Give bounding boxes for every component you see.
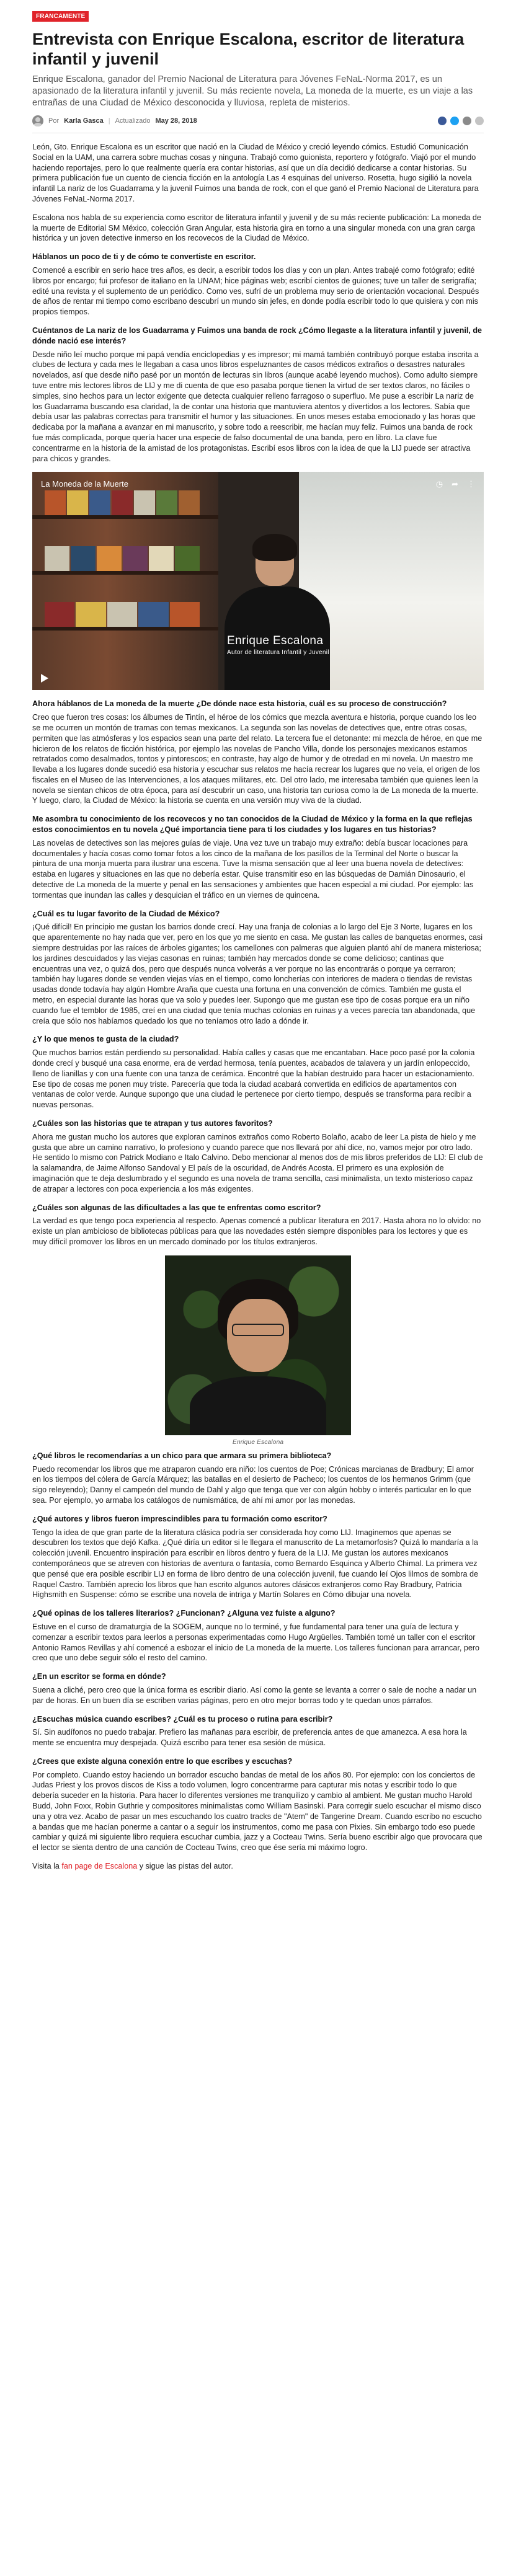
- video-title[interactable]: La Moneda de la Muerte: [41, 479, 128, 489]
- video-caption-role: Autor de literatura Infantil y Juvenil: [227, 649, 329, 657]
- answer-paragraph: Desde niño leí mucho porque mi papá vendía enciclopedias y es impresor; mi mamá también contribuyó porque estaba inscrita a clubes de lectura y cada mes le llegaban a casa unos libros espeluznantes de casos médicos extraños o desastres naturales novelados, así que desde niño pasé por un montón de lecturas sin libros (aunque acabé leyendo muchos). Como adulto siempre tuve entre mis lectores libros de LIJ y me di cuenta de que eso pasaba porque tienen la virtud de ser textos claros, no fáciles o simples, sino hechos para un lector exigente que detecta cualquier relleno farragoso o superfluo. Me puse a escribir La nariz de los Guadarrama buscando esa claridad, la de contar una historia que mantuviera atentos y divertidos a los lectores. Sabía que debía usar las palabras correctas para transmitir el humor y las situaciones. En unos meses estaba emocionado y las horas que dedicaba por la mañana a avanzar en mi manuscrito, y sobre todo a reescribir, me hacían muy feliz. Fuimos una banda de rock fue más complicada, porque quería hacer una especie de falso documental de una banda, pero en libro. La clave fue concentrarme en la historia de la amistad de los protagonistas. Escribí esos libros con la idea de que la LIJ puede ser atractiva para chicos y grandes.: [32, 350, 479, 463]
- article-block-c: [32, 1451, 484, 1853]
- question-paragraph: ¿Cuáles son algunas de las dificultades a las que te enfrentas como escritor?: [32, 1203, 321, 1212]
- play-icon[interactable]: [41, 674, 48, 683]
- publish-date: May 28, 2018: [155, 117, 197, 125]
- author-link[interactable]: Karla Gasca: [64, 117, 104, 125]
- avatar: [32, 115, 43, 126]
- answer-paragraph: Comencé a escribir en serio hace tres años, es decir, a escribir todos los días y con un plan. Antes trabajé como fotógrafo; edité libros por encargo; fui profesor de italiano en la UNAM; hice páginas web; escribí cientos de guiones; tuve un taller de serigrafía; edité una revista y el suplemento de un periódico. Como ves, sufrí de un problema muy serio de orientación vocacional. Después de años de rentar mi tiempo como escribano descubrí un mundo sin jefes, en donde podía escribir todo lo que quisiera y con mis propios tiempos.: [32, 265, 479, 317]
- footer-line: [32, 1861, 484, 1872]
- question-paragraph: Me asombra tu conocimiento de los recovecos y no tan conocidos de la Ciudad de México y la forma en la que reflejas estos conocimientos en tu novela ¿Qué importancia tiene para ti los ciudades y los lugares en tus historias?: [32, 815, 473, 834]
- answer-paragraph: Tengo la idea de que gran parte de la literatura clásica podría ser considerada hoy como LIJ. Imaginemos que apenas se descubren los textos que dejó Kafka. ¿Qué diría un editor si le llegara el manuscrito de La metamorfosis? Quizá lo mandaría a la colección juvenil. Encuentro inspiración para escribir en libros dentro y fuera de la LIJ. Me gustan los autores mexicanos contemporáneos que se atreven con historias de aventura o fantasía, como Bernardo Esquinca y Alberto Chimal. La primera vez que pensé que era posible escribir LIJ en forma de libro dentro de una colección juvenil, fue cuando leí Ojos lilmos de sombra de Raquel Castro. También aprecio los libros que han escrito algunos autores clásicos extranjeros como Ray Bradbury, Patricia Highsmith en Suspense: cómo se escribe una novela de intriga y Martín Solares en Cómo dibujar una novela.: [32, 1528, 478, 1600]
- video-player[interactable]: [32, 472, 484, 690]
- mail-icon[interactable]: [463, 117, 471, 125]
- article-lede: Enrique Escalona, ganador del Premio Nacional de Literatura para Jóvenes FeNaL-Norma 2017, es un apasionado de la literatura infantil y juvenil. Su más reciente novela, La moneda de la muerte, es un viaje a las entrañas de una Ciudad de México desconocida y lluviosa, repleta de misterios.: [32, 74, 473, 108]
- clock-icon[interactable]: ◷: [435, 479, 443, 489]
- video-person: [218, 528, 330, 690]
- byline: [32, 115, 484, 133]
- question-paragraph: Ahora háblanos de La moneda de la muerte ¿De dónde nace esta historia, cuál es su proceso de construcción?: [32, 699, 447, 709]
- footer-prefix: Visita la: [32, 1862, 62, 1871]
- article-block-a: [32, 142, 484, 464]
- question-paragraph: ¿Cuáles son las historias que te atrapan y tus autores favoritos?: [32, 1119, 273, 1128]
- answer-paragraph: Ahora me gustan mucho los autores que exploran caminos extraños como Roberto Bolaño, acabo de leer La pista de hielo y me gusta que abre un camino narrativo, lo profesiono y cuando parece que nos llevará por ahí dice, no, vamos mejor por otro lado. He sentido lo mismo con Patrick Modiano e Italo Calvino. Debo mencionar al menos dos de mis libros preferidos de LIJ: El club de la salamandra, de Jaime Alfonso Sandoval y El país de la oscuridad, de Andrés Acosta. El primero es una explosión de imaginación que te deja deslumbrado y el segundo es una novela de trama sencilla, casi minimalista, un texto misterioso capaz de atrapar a lectores con poca experiencia a los más exigentes.: [32, 1132, 483, 1193]
- question-paragraph: Cuéntanos de La nariz de los Guadarrama y Fuimos una banda de rock ¿Cómo llegaste a la literatura infantil y juvenil, de dónde nació ese interés?: [32, 325, 483, 345]
- author-photo: [165, 1255, 351, 1435]
- question-paragraph: ¿Escuchas música cuando escribes? ¿Cuál es tu proceso o rutina para escribir?: [32, 1714, 333, 1724]
- twitter-icon[interactable]: [450, 117, 459, 125]
- question-paragraph: ¿Cuál es tu lugar favorito de la Ciudad de México?: [32, 909, 220, 918]
- fan-page-link[interactable]: fan page de Escalona: [61, 1862, 138, 1871]
- more-icon[interactable]: ⋮: [467, 479, 475, 489]
- answer-paragraph: Estuve en el curso de dramaturgia de la SOGEM, aunque no lo terminé, y fue fundamental para tener una guía de lectura y comenzar a escribir textos para leerlos a personas experimentadas como Hugo Argüelles. También tomé un taller con el escritor Antonio Ramos Revillas y ahí comencé a esbozar el inicio de La moneda de la muerte. Los talleres funcionan para arrancar, pero creo que uno debe seguir sólo el resto del camino.: [32, 1622, 480, 1663]
- facebook-icon[interactable]: [438, 117, 447, 125]
- video-controls: [436, 479, 475, 489]
- answer-paragraph: Suena a cliché, pero creo que la única forma es escribir diario. Así como la gente se levanta a correr o sale de noche a nadar un par de horas. En un buen día se escriben varias páginas, pero en otro mejor borras todo y te quedan unos párrafos.: [32, 1685, 477, 1705]
- answer-paragraph: Escalona nos habla de su experiencia como escritor de literatura infantil y juvenil y de su más reciente publicación: La moneda de la muerte de Editorial SM México, colección Gran Angular, esta historia gira en torno a una singular moneda con una gran carga histórica y un joven detective inmerso en los recovecos de la Ciudad de México.: [32, 213, 481, 243]
- footer-suffix: y sigue las pistas del autor.: [137, 1862, 233, 1871]
- question-paragraph: ¿Y lo que menos te gusta de la ciudad?: [32, 1035, 179, 1044]
- question-paragraph: ¿Qué opinas de los talleres literarios? ¿Funcionan? ¿Alguna vez fuiste a alguno?: [32, 1609, 336, 1618]
- byline-separator: |: [108, 117, 110, 125]
- share-icon[interactable]: ➦: [452, 479, 458, 489]
- answer-paragraph: León, Gto. Enrique Escalona es un escritor que nació en la Ciudad de México y creció leyendo cómics. Estudió Comunicación Social en la UAM, una carrera sobre muchas cosas y ninguna. Trabajó como guionista, reportero y fotógrafo. Viajó por el mundo haciendo reportajes, pero lo que realmente quería era contar historias, así que un día decidió dedicarse a contar historias. Su primera publicación fue un cuento de ciencia ficción en la antología Las 4 esquinas del universo. Rosetta, hugo sigilió la novela infantil La nariz de los Guadarrama y la juvenil Fuimos una banda de rock, con el que ganó el Premio Nacional de Literatura para Jóvenes FeNaL-Norma 2017.: [32, 143, 479, 203]
- article-block-b: [32, 699, 484, 1247]
- video-bookshelf: [32, 472, 218, 690]
- more-icon[interactable]: [475, 117, 484, 125]
- answer-paragraph: Sí. Sin audífonos no puedo trabajar. Prefiero las mañanas para escribir, de preferencia antes de que amanezca. A esa hora la mente se encuentra muy despejada. Quizá escribo para tener esa sesión de música.: [32, 1728, 467, 1748]
- author-photo-figure: [165, 1255, 351, 1446]
- question-paragraph: ¿Qué autores y libros fueron imprescindibles para tu formación como escritor?: [32, 1514, 327, 1523]
- question-paragraph: ¿En un escritor se forma en dónde?: [32, 1672, 166, 1681]
- share-bar: [438, 117, 484, 125]
- byline-prefix: Por: [48, 117, 60, 125]
- question-paragraph: Háblanos un poco de ti y de cómo te convertiste en escritor.: [32, 252, 256, 262]
- answer-paragraph: ¡Qué difícil! En principio me gustan los barrios donde crecí. Hay una franja de colonias a lo largo del Eje 3 Norte, lugares en los que aparentemente no hay nada que ver, pero en los que yo me siento en casa. Me gustan las calles de banquetas enormes, casi siempre destruidas por las raíces de árboles gigantes; los camellones con palmeras que alguien plantó ahí de manera misteriosa; los jardines descuidados y las viejas casonas en ruinas; también hay mercados donde se come delicioso; cantinas que encuentras una vez, o quizá dos, pero que después nunca volverás a ver porque no las encontrarás o porque ya cerraron; también hay lugares donde se venden viejas vías en el tiempo, como loncherías con interiores de madera o tiendas de revistas usadas donde todavía hay algún Hombre Araña que cuesta una fortuna en una convención de cómics. También me gusta el metro, en especial durante las horas que va solo y puedes leer. Supongo que me gustan ese tipo de cosas porque era un niño cuando fue el temblor de 1985, creí en una ciudad que tenía muchas colonias en ruinas y a veces parecía tan abandonada, que creía que sólo nos habíamos quedado los que no teníamos otro lado a dónde ir.: [32, 923, 483, 1025]
- page-title: Entrevista con Enrique Escalona, escritor de literatura infantil y juvenil: [32, 30, 465, 68]
- answer-paragraph: Las novelas de detectives son las mejores guías de viaje. Una vez tuve un trabajo muy extraño: debía buscar locaciones para documentales y hacía cosas como tomar fotos a los cinco de la mañana de los pasillos de la Terminal del Norte o buscar la pintura de una monja muerta para ilustrar una escena. Tuve la misma sensación que al leer una buena novela de detectives: estaba en lugares y situaciones en las que no debería estar. Quise transmitir eso en las búsquedas de Damián Dinosaurio, el detective de La moneda de la muerte y penal en las sensaciones y ambientes que hacen especial a mi ciudad. Por ejemplo: las tormentas que inundan las calles y desquician el tráfico en un viernes de quincena.: [32, 838, 474, 900]
- question-paragraph: ¿Crees que existe alguna conexión entre lo que escribes y escuchas?: [32, 1756, 293, 1766]
- updated-label: Actualizado: [115, 117, 151, 125]
- section-tag[interactable]: FRANCAMENTE: [32, 11, 89, 22]
- answer-paragraph: Creo que fueron tres cosas: los álbumes de Tintín, el héroe de los cómics que mezcla aventura e historia, porque cuando los leo se me ocurren un montón de tramas con temas mexicanos. La segunda son las novelas de detectives que, entre otras cosas, permiten que las atmósferas y los espacios sean una parte del relato. La tercera fue el detonante: mi mezcla de héroe, en que me hicieron de los relatos de ficción histórica, por ejemplo las novelas de Pancho Villa, donde los personajes mexicanos estamos retratados como desalmados, tontos y pintorescos; en contraste, hay algo de humor y de otredad en mi novela. Un maestro me llevaba a los lugares donde sucedió esa historia y escuchar sus relatos me hacía recrear los lugares que no veía, el origen de los fiscales en el Museo de las Intervenciones, a los ataques militares, etc. Del otro lado, me interesaba también que quienes leen la novela se sientan chicos de otra época, para así descubrir un caso, una historia tan curiosa como la de La moneda de la muerte. Y luego, claro, la Ciudad de México: la historia se cuenta en una versión muy viva de la ciudad.: [32, 713, 483, 805]
- answer-paragraph: Que muchos barrios están perdiendo su personalidad. Había calles y casas que me encantaban. Hace poco pasé por la colonia donde crecí y busqué una casa enorme, era de verdad hermosa, tenía puentes, acabados de talavera y un jardín enlopeccido, lleno de lianillas y con una fuente con una tanza de cerámica. Encontré que la habían destruido para hacer un estacionamiento. Ese tipo de cosas me ponen muy triste. Parecería que toda la ciudad acabará convertida en edificios de apartamentos con ventanas de color verde. Aunque supongo que una ciudad le pertenece por cierto tiempo, después se transforma para recibir a nuevas personas.: [32, 1048, 475, 1110]
- article-body: [32, 142, 484, 1872]
- question-paragraph: ¿Qué libros le recomendarías a un chico para que armara su primera biblioteca?: [32, 1451, 332, 1460]
- answer-paragraph: Por completo. Cuando estoy haciendo un borrador escucho bandas de metal de los años 80. Por ejemplo: con los conciertos de Judas Priest y los provos discos de Kiss a todo volumen, logro concentrarme para capturar mis notas y escribir todo lo que debería suceder en la historia. Para hacer lo diferentes versiones me tranquilizo y cambio al ambient. Me gustan mucho Harold Budd, John Foxx, Robin Guthrie y compositores minimalistas como William Basinski. Para corregir suelo escuchar el mismo disco una y otra vez. Acabo de pasar un mes escuchando los cuatro tracks de "Atem" de Tangerine Dream. Cuando escribo no escucho a bandas que me hacían ponerme a cantar o a seguir los instrumentos, como me pasa con Pixies. Sin embargo todo eso puede cambiar y quizá mi siguiente libro requiera escuchar cumbia, jazz y a Cocteau Twins. Sería bueno escribir algo que provocara que el lector se sienta dentro de una canción de Cocteau Twins, creo que ése sería mi máximo logro.: [32, 1770, 483, 1852]
- photo-caption: Enrique Escalona: [232, 1438, 284, 1446]
- answer-paragraph: La verdad es que tengo poca experiencia al respecto. Apenas comencé a publicar literatura en 2017. Hasta ahora no lo olvido: no existe un plan ambicioso de bibliotecas públicas para que las novedades estén siempre disponibles para los lectores y que es muy difícil promover los libros en un mercado dominado por los títulos extranjeros.: [32, 1216, 481, 1246]
- video-caption-name: Enrique Escalona: [227, 634, 324, 648]
- answer-paragraph: Puedo recomendar los libros que me atraparon cuando era niño: los cuentos de Poe; Crónicas marcianas de Bradbury; El amor en los tiempos del cólera de García Márquez; las batallas en el desierto de Pacheco; los cuentos de los hermanos Grimm (que sigo releyendo); Danny el campeón del mundo de Dahl y algo que tenga que ver con algún hobby o interés particular en lo que sea. Por ejemplo, yo armaba los catálogos de numismática, de ahí mi amor por las monedas.: [32, 1464, 474, 1505]
